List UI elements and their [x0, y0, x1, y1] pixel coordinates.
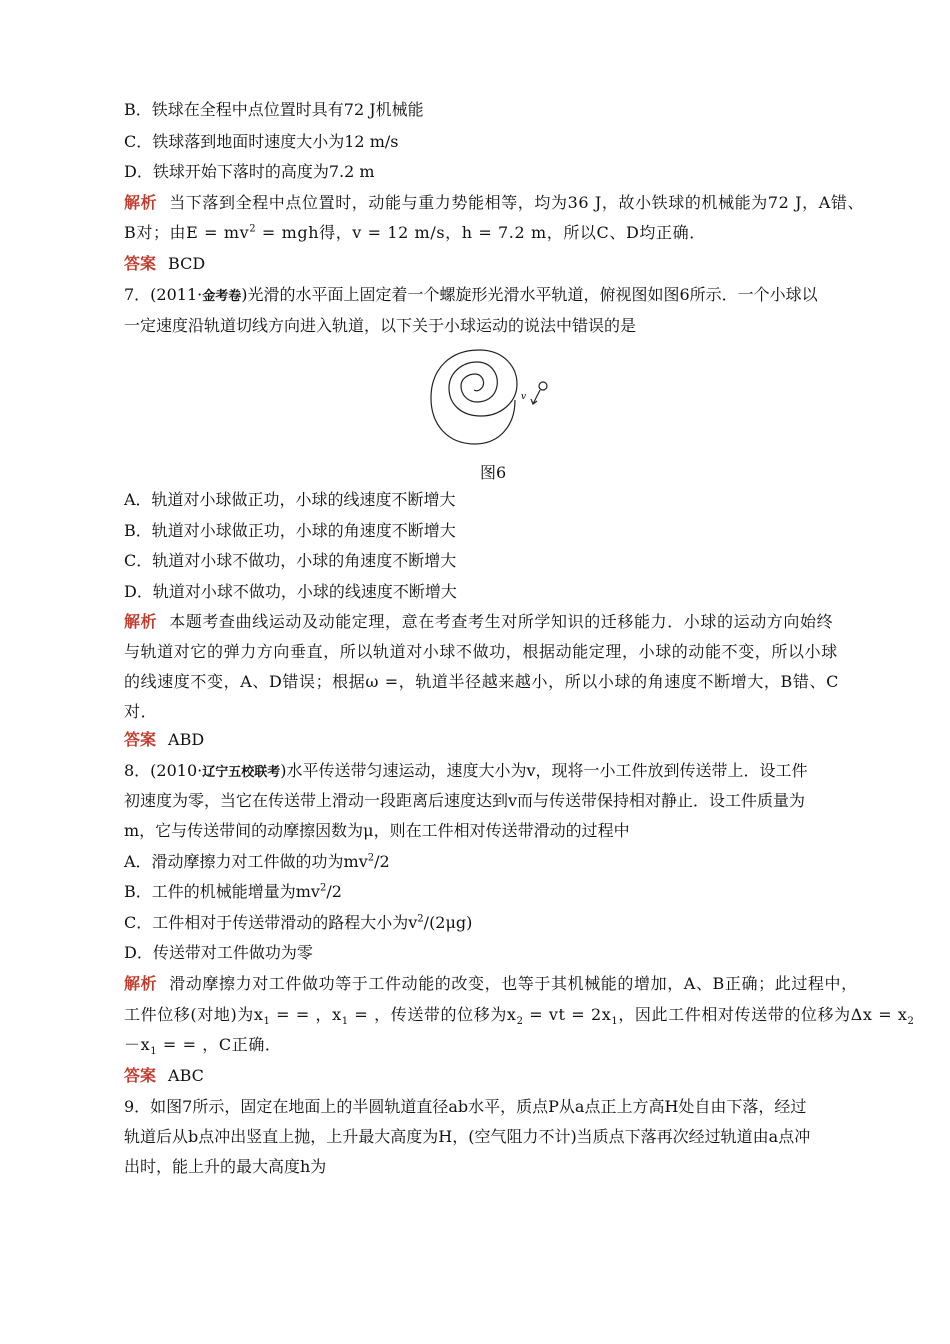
analysis-text: = ，传送带的位移为x — [348, 1005, 517, 1024]
q9-stem-line1: 9．如图7所示，固定在地面上的半圆轨道直径ab水平，质点P从a点正上方高H处自由下落，经过 — [124, 1097, 807, 1116]
q7-analysis-line4: 对． — [124, 702, 158, 721]
question-source: 金考卷 — [202, 289, 242, 304]
q7-answer — [124, 730, 204, 750]
subscript: 1 — [263, 1016, 271, 1028]
analysis-label: 解析 — [124, 193, 158, 212]
question-number: 8．(2010· — [124, 761, 203, 780]
question-source: 辽宁五校联考 — [202, 765, 281, 780]
q7-option-d: D．轨道对小球不做功，小球的线速度不断增大 — [124, 582, 457, 601]
velocity-label: v — [521, 392, 527, 402]
q8-answer — [124, 1066, 204, 1086]
q7-analysis-line1 — [124, 612, 833, 632]
question-number: 7．(2011· — [124, 285, 203, 304]
option-text: C．工件相对于传送带滑动的路程大小为v — [124, 913, 418, 932]
analysis-text: = vt = 2x — [523, 1005, 612, 1024]
question-text: )水平传送带匀速运动，速度大小为v，现将一小工件放到传送带上．设工件 — [280, 761, 808, 780]
analysis-text: = = ，x — [270, 1005, 342, 1024]
q8-option-b — [124, 882, 342, 902]
superscript: 2 — [367, 852, 375, 864]
q8-analysis-line1 — [124, 974, 858, 994]
answer-value: ABC — [168, 1066, 204, 1085]
q7-stem-line1 — [124, 285, 818, 307]
superscript: 2 — [417, 913, 424, 925]
q8-stem-line1 — [124, 761, 808, 783]
question-text: )光滑的水平面上固定着一个螺旋形光滑水平轨道，俯视图如图6所示．一个小球以 — [241, 285, 818, 304]
answer-label: 答案 — [124, 730, 157, 749]
subscript: 2 — [516, 1016, 524, 1028]
analysis-label: 解析 — [124, 974, 158, 993]
q8-stem-line2: 初速度为零，当它在传送带上滑动一段距离后速度达到v而与传送带保持相对静止．设工件质量为 — [124, 791, 806, 810]
q7-option-a: A．轨道对小球做正功，小球的线速度不断增大 — [124, 490, 456, 509]
analysis-text: －x — [124, 1035, 151, 1054]
q6-option-d: D．铁球开始下落时的高度为7.2 m — [124, 162, 375, 181]
answer-value: BCD — [168, 254, 206, 273]
analysis-text: 滑动摩擦力对工件做功等于工件动能的改变，也等于其机械能的增加，A、B正确；此过程中， — [169, 974, 858, 993]
analysis-text: 当下落到全程中点位置时，动能与重力势能相等，均为36 J，故小铁球的机械能为72 J，A错、 — [169, 193, 865, 212]
analysis-text: 工件位移(对地)为x — [124, 1005, 264, 1024]
q9-stem-line3: 出时，能上升的最大高度h为 — [124, 1157, 327, 1176]
q8-analysis-line3 — [124, 1035, 282, 1058]
q7-option-b: B．轨道对小球做正功，小球的角速度不断增大 — [124, 521, 456, 540]
q8-option-c — [124, 913, 472, 933]
answer-label: 答案 — [124, 254, 157, 273]
q7-option-c: C．轨道对小球不做功，小球的角速度不断增大 — [124, 551, 457, 570]
analysis-text: = mgh得，v = 12 m/s，h = 7.2 m，所以C、D均正确． — [256, 223, 706, 242]
superscript: 2 — [249, 223, 257, 235]
option-text: /(2μg) — [423, 913, 473, 932]
option-text: B．工件的机械能增量为mv — [124, 882, 320, 901]
q8-option-a — [124, 852, 390, 872]
q8-stem-line3: m，它与传送带间的动摩擦因数为μ，则在工件相对传送带滑动的过程中 — [124, 821, 630, 840]
analysis-text: B对；由E = mv — [124, 223, 250, 242]
analysis-text: 本题考查曲线运动及动能定理，意在考查考生对所学知识的迁移能力．小球的运动方向始终 — [169, 612, 834, 631]
subscript: 2 — [907, 1016, 915, 1028]
analysis-text: = = ，C正确． — [157, 1035, 282, 1054]
option-text: /2 — [326, 882, 342, 901]
q8-option-d: D．传送带对工件做功为零 — [124, 943, 313, 962]
option-text: /2 — [374, 852, 390, 871]
ball — [539, 382, 547, 390]
spiral-track — [431, 350, 517, 444]
q6-option-b: B．铁球在全程中点位置时具有72 J机械能 — [124, 100, 424, 119]
q6-answer — [124, 254, 205, 274]
q7-stem-line2: 一定速度沿轨道切线方向进入轨道，以下关于小球运动的说法中错误的是 — [124, 316, 637, 335]
analysis-text: ，因此工件相对传送带的位移为Δx = x — [618, 1005, 908, 1024]
figure-caption: 图6 — [480, 463, 507, 482]
subscript: 1 — [611, 1016, 619, 1028]
spiral-track-figure — [427, 346, 559, 450]
q8-analysis-line2 — [124, 1005, 915, 1028]
superscript: 2 — [319, 882, 327, 894]
q6-option-c: C．铁球落到地面时速度大小为12 m/s — [124, 132, 399, 151]
subscript: 1 — [150, 1046, 158, 1058]
analysis-label: 解析 — [124, 612, 158, 631]
answer-label: 答案 — [124, 1066, 157, 1085]
q6-analysis-line1 — [124, 193, 864, 213]
q7-analysis-line3: 的线速度不变，A、D错误；根据ω =，轨道半径越来越小，所以小球的角速度不断增大，B错、C — [124, 672, 839, 691]
q6-analysis-line2 — [124, 223, 706, 243]
option-text: A．滑动摩擦力对工件做的功为mv — [124, 852, 368, 871]
subscript: 1 — [341, 1016, 349, 1028]
q9-stem-line2: 轨道后从b点冲出竖直上抛，上升最大高度为H，(空气阻力不计)当质点下落再次经过轨道由a点冲 — [124, 1127, 811, 1146]
answer-value: ABD — [168, 730, 205, 749]
q7-analysis-line2: 与轨道对它的弹力方向垂直，所以轨道对小球不做功，根据动能定理，小球的动能不变，所以小球 — [124, 642, 838, 661]
